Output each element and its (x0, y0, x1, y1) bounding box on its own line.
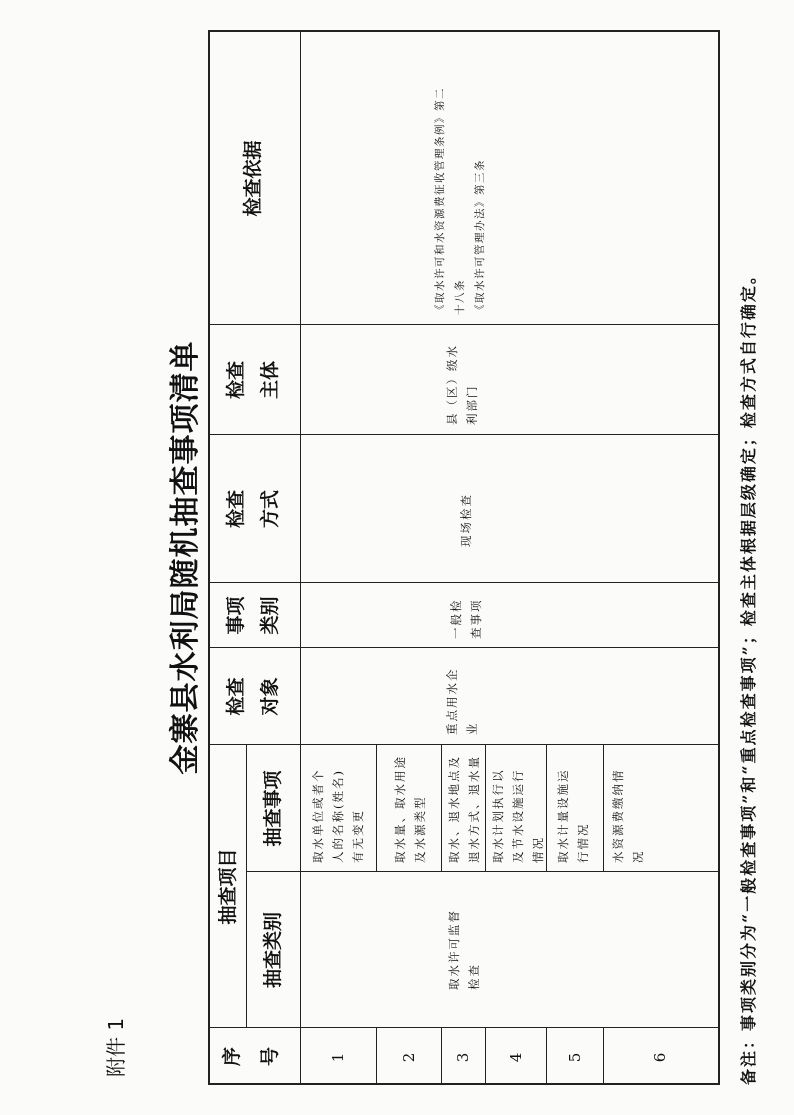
merged-subject (442, 344, 482, 425)
header-type-1: 事项 (225, 596, 247, 635)
merged-target-line: 重点用水企 (445, 667, 459, 735)
merged-type-line: 查事项 (469, 598, 483, 639)
attachment-label: 附件 1 (104, 1017, 128, 1077)
header-method-2: 方式 (259, 490, 281, 529)
header-item: 抽查事项 (262, 770, 284, 847)
group-header-line (246, 745, 247, 1028)
row-item-line: 水资源费缴纳情 (611, 768, 625, 863)
header-target-2: 对象 (259, 677, 281, 716)
header-bottom-line (300, 30, 301, 1085)
row-item (488, 769, 548, 864)
merged-subject-line: 县（区）级水 (445, 344, 459, 425)
merged-category-line: 取水许可监督 (447, 909, 461, 990)
merged-category (444, 909, 484, 990)
row-item (390, 755, 430, 863)
row-item (553, 769, 593, 864)
merged-method (456, 493, 476, 547)
header-method-1: 检查 (225, 490, 247, 529)
merged-basis-line: 十八条 (454, 279, 466, 315)
merged-category-line: 检查 (467, 963, 481, 990)
row-no: 5 (566, 1050, 584, 1063)
row-item (608, 769, 648, 864)
row-line-seq-1 (376, 1028, 377, 1085)
header-group: 抽查项目 (217, 848, 239, 925)
header-seq-2: 号 (259, 1047, 281, 1067)
row-item-line: 及节水设施运行 (511, 768, 525, 863)
header-subject-1: 检查 (225, 361, 247, 400)
merged-target (442, 668, 482, 736)
row-line-seq-2 (441, 1028, 442, 1085)
row-item-line: 退水方式、退水量 (467, 755, 481, 863)
row-item-line: 况 (631, 849, 645, 863)
row-item-line: 情况 (531, 836, 545, 863)
row-item-line: 人的名称(姓名) (331, 769, 345, 863)
footnote: 备注：事项类别分为“一般检查事项”和“重点检查事项”；检查主体根据层级确定；检查方式自行确定。 (739, 266, 758, 1085)
merged-type (446, 599, 486, 640)
header-subject-2: 主体 (259, 361, 281, 400)
row-line-seq-5 (603, 1028, 604, 1085)
merged-type-line: 一般检 (449, 598, 463, 639)
row-line-item-1 (376, 745, 377, 872)
row-line-item-3 (485, 745, 486, 872)
row-no: 1 (329, 1050, 347, 1063)
row-item-line: 及水源类型 (413, 795, 427, 863)
row-line-item-2 (441, 745, 442, 872)
row-item-line: 取水、退水地点及 (447, 755, 461, 863)
table-border-bottom (718, 30, 720, 1085)
row-item-line: 取水计划执行以 (491, 768, 505, 863)
table-border-right (208, 30, 720, 32)
merged-basis-line: 《取水许可和水资源费征收管理条例》第二 (434, 87, 446, 315)
header-basis: 检查依据 (242, 140, 264, 217)
merged-target-line: 业 (465, 721, 479, 735)
row-item (444, 755, 484, 863)
row-line-seq-4 (546, 1028, 547, 1085)
row-no: 6 (651, 1050, 669, 1063)
merged-subject-line: 利部门 (465, 384, 479, 425)
row-item-line: 取水量、取水用途 (393, 755, 407, 863)
header-category: 抽查类别 (262, 912, 284, 989)
row-no: 3 (454, 1050, 472, 1063)
header-target-1: 检查 (225, 677, 247, 716)
header-seq-1: 序 (221, 1047, 243, 1067)
merged-method-line: 现场检查 (459, 493, 473, 547)
header-type-2: 类别 (259, 596, 281, 635)
col-line-category (246, 871, 720, 872)
row-line-item-5 (603, 745, 604, 872)
merged-basis (430, 35, 490, 315)
row-no: 2 (400, 1050, 418, 1063)
document-title: 金寨县水利局随机抽查事项清单 (168, 340, 203, 775)
row-item-line: 行情况 (576, 822, 590, 863)
row-no: 4 (507, 1050, 525, 1063)
row-line-seq-3 (485, 1028, 486, 1085)
row-item-line: 有无变更 (351, 809, 365, 863)
row-item-line: 取水计量设施运 (556, 768, 570, 863)
row-item (308, 769, 368, 864)
row-item-line: 取水单位或者个 (311, 768, 325, 863)
merged-basis-line: 《取水许可管理办法》第三条 (474, 159, 486, 315)
